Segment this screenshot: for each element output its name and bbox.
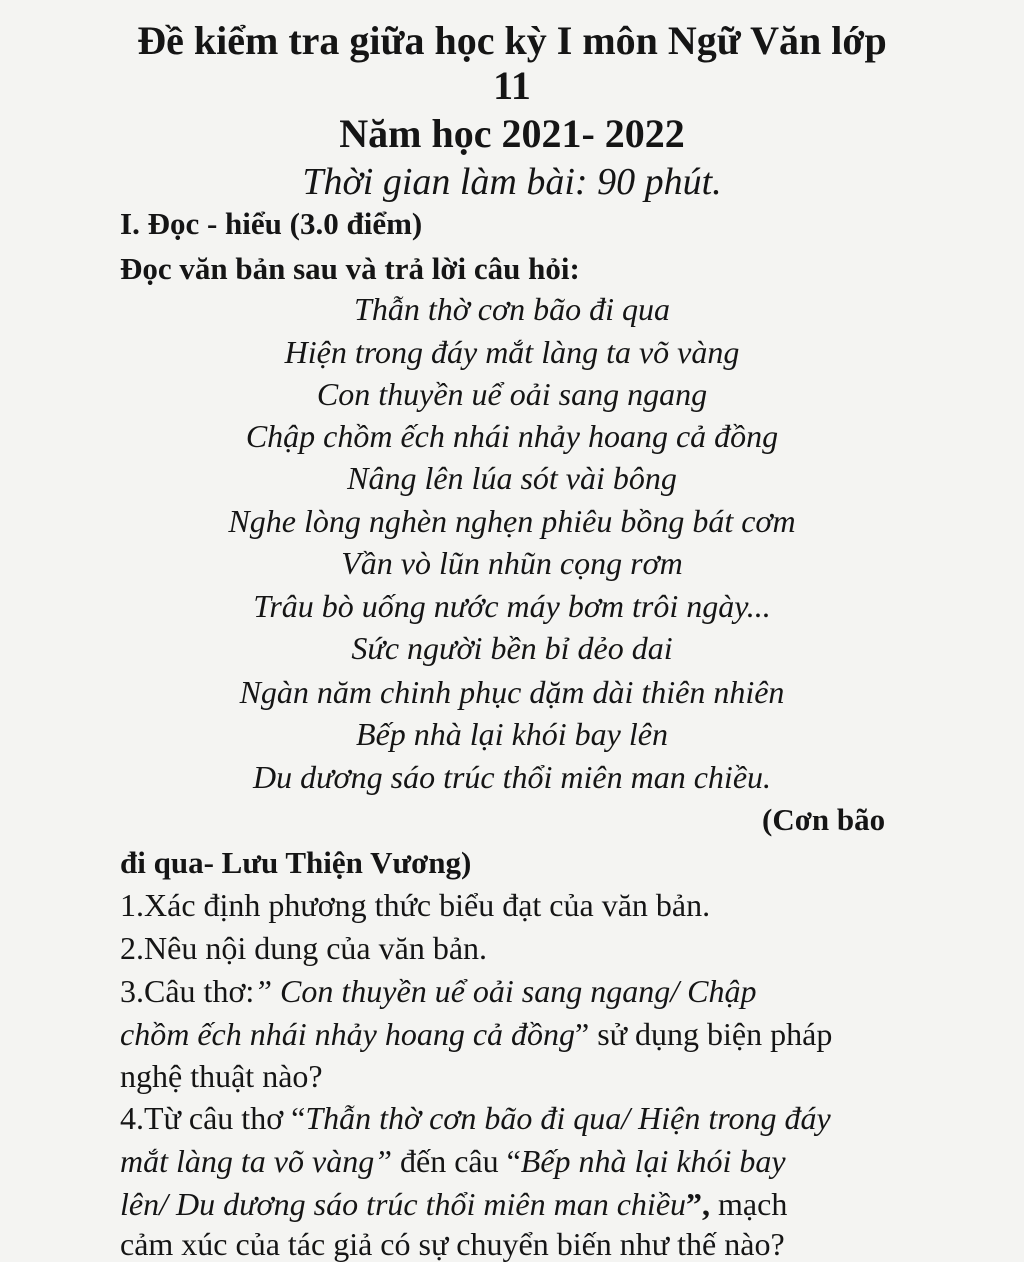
poem-line: Du dương sáo trúc thổi miên man chiều. — [252, 759, 772, 795]
question-3-line1 — [120, 975, 756, 1007]
poem-line: Chập chồm ếch nhái nhảy hoang cả đồng — [245, 418, 779, 454]
poem-line: Bếp nhà lại khói bay lên — [356, 716, 668, 752]
question-3-quote-open: ” — [254, 973, 281, 1009]
question-4-quote-d: lên/ Du dương sáo trúc thổi miên man chiều — [120, 1186, 687, 1222]
question-3-line3: nghệ thuật nào? — [120, 1058, 323, 1094]
question-4-suffix: mạch — [710, 1186, 788, 1222]
poem-source-part1: (Cơn bão — [762, 802, 886, 837]
question-4-line3 — [120, 1188, 787, 1220]
question-4-line1 — [120, 1102, 831, 1134]
question-3-suffix: sử dụng biện pháp — [589, 1016, 833, 1052]
question-4-prefix: 4.Từ câu thơ “ — [120, 1100, 306, 1136]
question-2: 2.Nêu nội dung của văn bản. — [120, 930, 488, 966]
question-4-line2 — [120, 1145, 786, 1177]
exam-title-line1: Đề kiểm tra giữa học kỳ I môn Ngữ Văn lớp — [137, 18, 887, 63]
question-4-quote-close: ”, — [686, 1186, 711, 1222]
poem-source-part2: đi qua- Lưu Thiện Vương) — [120, 845, 472, 880]
poem-line: Thẫn thờ cơn bão đi qua — [354, 291, 670, 327]
question-3-quote: Con thuyền uể oải sang ngang/ Chập — [280, 973, 757, 1009]
poem-line: Nâng lên lúa sót vài bông — [347, 460, 677, 496]
section-heading: I. Đọc - hiểu (3.0 điểm) — [120, 206, 423, 241]
question-3-prefix: 3.Câu thơ: — [120, 973, 255, 1009]
question-4-mid: đến câu “ — [391, 1143, 521, 1179]
poem-line: Sức người bền bỉ dẻo dai — [351, 630, 673, 666]
poem-line: Con thuyền uể oải sang ngang — [316, 376, 708, 412]
question-3-quote-cont: chồm ếch nhái nhảy hoang cả đồng — [120, 1016, 576, 1052]
poem-line: Ngàn năm chinh phục dặm dài thiên nhiên — [239, 674, 785, 710]
school-year: Năm học 2021- 2022 — [339, 111, 685, 156]
question-1: 1.Xác định phương thức biểu đạt của văn bản. — [120, 887, 711, 923]
poem-line: Nghe lòng nghèn nghẹn phiêu bồng bát cơm — [228, 503, 796, 539]
poem-line: Trâu bò uống nước máy bơm trôi ngày... — [253, 588, 771, 624]
poem-line: Hiện trong đáy mắt làng ta võ vàng — [284, 334, 740, 370]
exam-duration: Thời gian làm bài: 90 phút. — [302, 161, 722, 203]
section-instruction: Đọc văn bản sau và trả lời câu hỏi: — [120, 251, 580, 286]
question-3-quote-close: ” — [575, 1016, 590, 1052]
question-3-line2 — [120, 1018, 832, 1050]
question-4-quote-c: Bếp nhà lại khói bay — [520, 1143, 786, 1179]
exam-title-line2: 11 — [493, 63, 531, 108]
question-4-line4: cảm xúc của tác giả có sự chuyển biến như thế nào? — [120, 1226, 785, 1262]
question-4-quote-a: Thẫn thờ cơn bão đi qua/ Hiện trong đáy — [305, 1100, 831, 1136]
question-4-quote-b: mắt làng ta võ vàng” — [120, 1143, 392, 1179]
poem-line: Vần vò lũn nhũn cọng rơm — [341, 545, 683, 581]
